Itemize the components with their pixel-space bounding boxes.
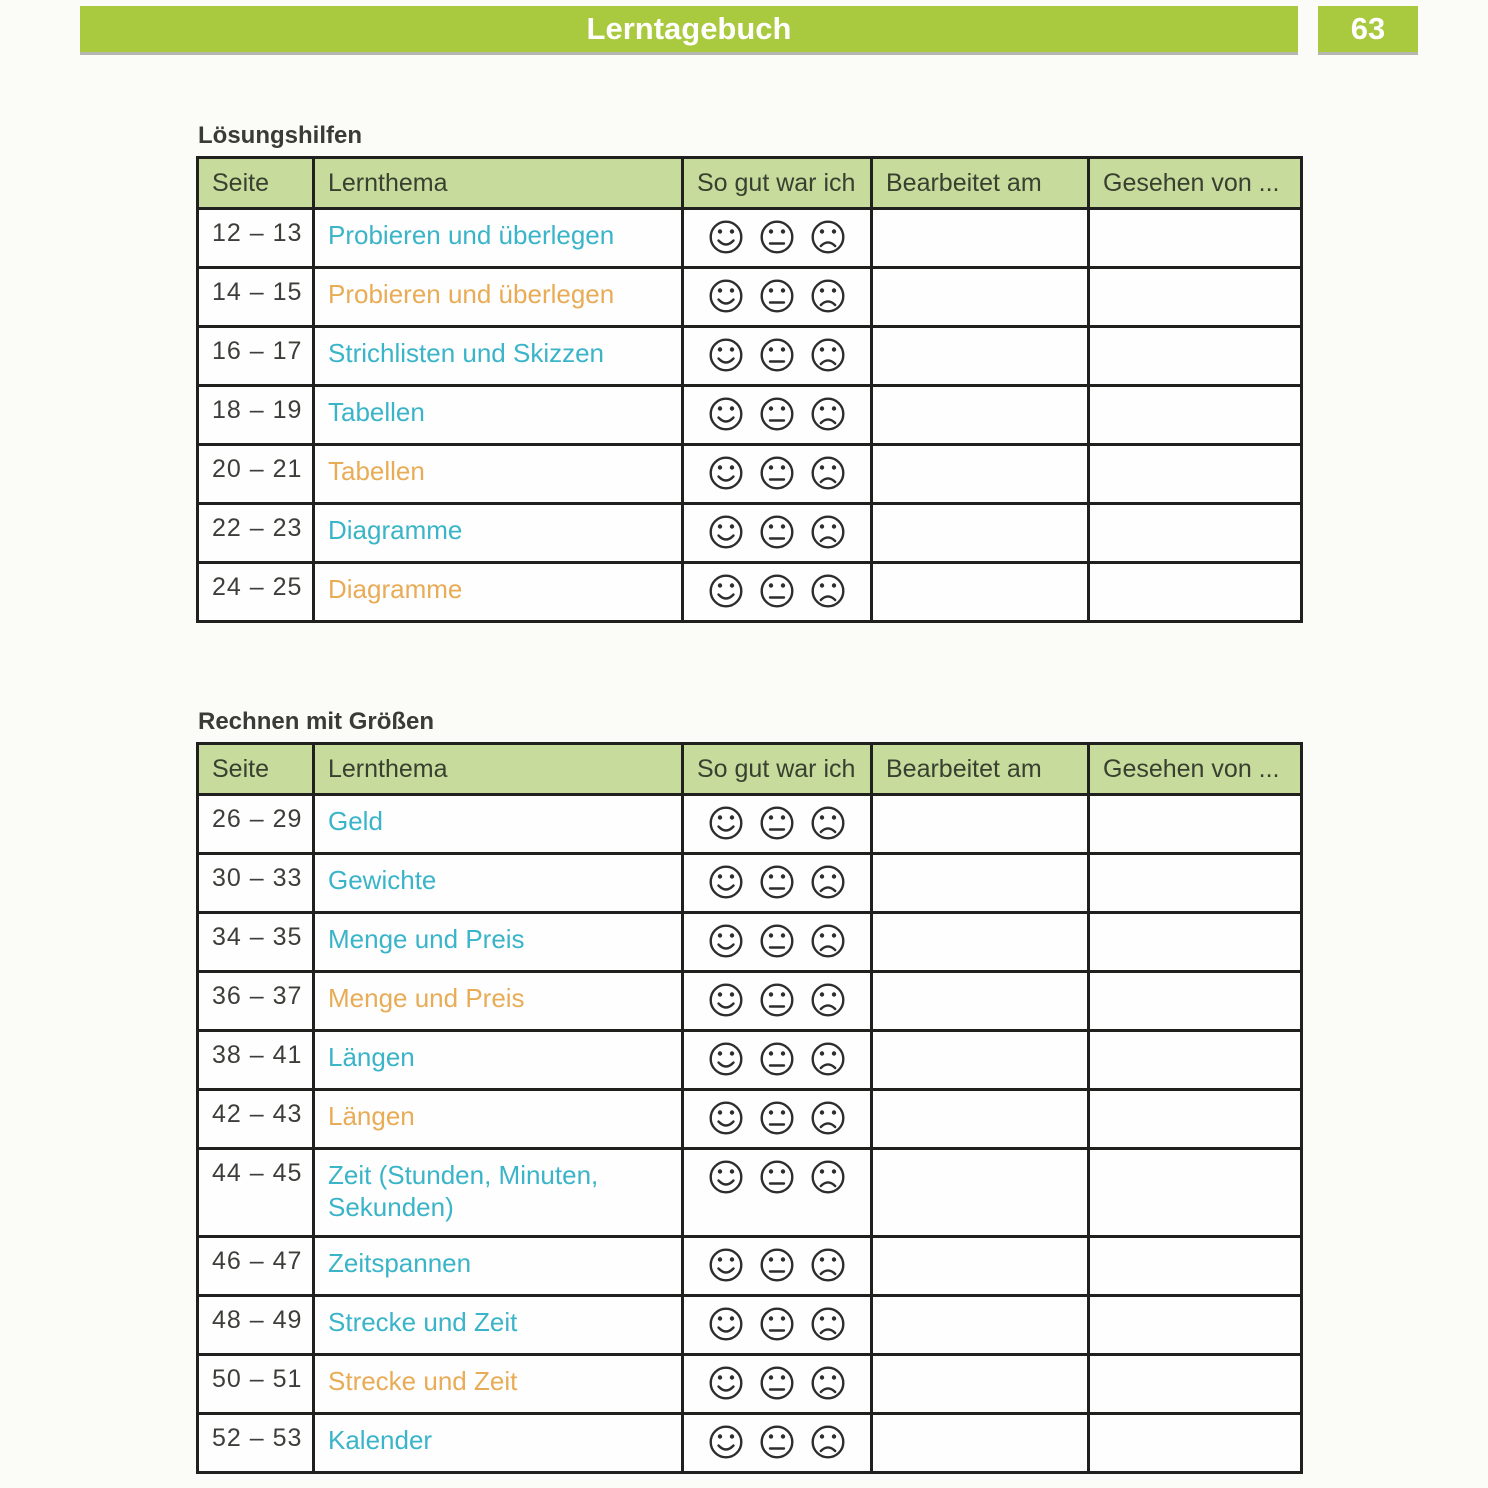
seite-cell: 18 – 19 bbox=[198, 386, 314, 445]
page-number: 63 bbox=[1350, 11, 1386, 46]
gesehen-von-cell[interactable] bbox=[1089, 913, 1302, 972]
seite-cell: 44 – 45 bbox=[198, 1149, 314, 1237]
smiley-row bbox=[684, 277, 870, 315]
bearbeitet-am-cell[interactable] bbox=[872, 504, 1089, 563]
bearbeitet-am-cell[interactable] bbox=[872, 1090, 1089, 1149]
lernthema-cell: Menge und Preis bbox=[314, 913, 683, 972]
gesehen-von-cell[interactable] bbox=[1089, 972, 1302, 1031]
sad-smiley-icon[interactable] bbox=[809, 336, 847, 374]
happy-smiley-icon[interactable] bbox=[707, 863, 745, 901]
table-row bbox=[198, 327, 1302, 386]
seite-cell: 26 – 29 bbox=[198, 795, 314, 854]
lernthema-cell: Diagramme bbox=[314, 504, 683, 563]
sad-smiley-icon[interactable] bbox=[809, 1246, 847, 1284]
seite-cell: 20 – 21 bbox=[198, 445, 314, 504]
lernthema-cell: Zeitspannen bbox=[314, 1237, 683, 1296]
neutral-smiley-icon[interactable] bbox=[758, 218, 796, 256]
seite-cell: 38 – 41 bbox=[198, 1031, 314, 1090]
table-row bbox=[198, 854, 1302, 913]
so-gut-war-ich-cell bbox=[683, 504, 872, 563]
column-header-seite: Seite bbox=[198, 158, 314, 209]
so-gut-war-ich-cell bbox=[683, 386, 872, 445]
gesehen-von-cell[interactable] bbox=[1089, 854, 1302, 913]
page-title: Lerntagebuch bbox=[586, 11, 792, 46]
gesehen-von-cell[interactable] bbox=[1089, 268, 1302, 327]
happy-smiley-icon[interactable] bbox=[707, 1423, 745, 1461]
bearbeitet-am-cell[interactable] bbox=[872, 209, 1089, 268]
lernthema-cell: Strichlisten und Skizzen bbox=[314, 327, 683, 386]
neutral-smiley-icon[interactable] bbox=[758, 395, 796, 433]
sad-smiley-icon[interactable] bbox=[809, 572, 847, 610]
happy-smiley-icon[interactable] bbox=[707, 1246, 745, 1284]
bearbeitet-am-cell[interactable] bbox=[872, 913, 1089, 972]
gesehen-von-cell[interactable] bbox=[1089, 1237, 1302, 1296]
lernthema-cell: Menge und Preis bbox=[314, 972, 683, 1031]
rechnen-mit-groessen-table bbox=[196, 742, 1303, 1474]
sad-smiley-icon[interactable] bbox=[809, 981, 847, 1019]
sad-smiley-icon[interactable] bbox=[809, 863, 847, 901]
happy-smiley-icon[interactable] bbox=[707, 1305, 745, 1343]
lernthema-cell: Längen bbox=[314, 1090, 683, 1149]
so-gut-war-ich-cell bbox=[683, 1414, 872, 1473]
so-gut-war-ich-cell bbox=[683, 445, 872, 504]
sad-smiley-icon[interactable] bbox=[809, 1305, 847, 1343]
neutral-smiley-icon[interactable] bbox=[758, 513, 796, 551]
smiley-row bbox=[684, 804, 870, 842]
smiley-row bbox=[684, 572, 870, 610]
table-row bbox=[198, 445, 1302, 504]
lernthema-cell: Zeit (Stunden, Minuten, Sekunden) bbox=[314, 1149, 683, 1237]
seite-cell: 16 – 17 bbox=[198, 327, 314, 386]
bearbeitet-am-cell[interactable] bbox=[872, 386, 1089, 445]
gesehen-von-cell[interactable] bbox=[1089, 1296, 1302, 1355]
column-header-so-gut-war-ich: So gut war ich bbox=[683, 158, 872, 209]
table-row bbox=[198, 1414, 1302, 1473]
so-gut-war-ich-cell bbox=[683, 209, 872, 268]
sad-smiley-icon[interactable] bbox=[809, 1364, 847, 1402]
sad-smiley-icon[interactable] bbox=[809, 1158, 847, 1196]
so-gut-war-ich-cell bbox=[683, 1296, 872, 1355]
table-row bbox=[198, 795, 1302, 854]
column-header-gesehen-von: Gesehen von ... bbox=[1089, 158, 1302, 209]
happy-smiley-icon[interactable] bbox=[707, 922, 745, 960]
gesehen-von-cell[interactable] bbox=[1089, 1090, 1302, 1149]
table-row bbox=[198, 1355, 1302, 1414]
seite-cell: 22 – 23 bbox=[198, 504, 314, 563]
neutral-smiley-icon[interactable] bbox=[758, 922, 796, 960]
lernthema-cell: Gewichte bbox=[314, 854, 683, 913]
smiley-row bbox=[684, 1364, 870, 1402]
sad-smiley-icon[interactable] bbox=[809, 277, 847, 315]
seite-cell: 42 – 43 bbox=[198, 1090, 314, 1149]
so-gut-war-ich-cell bbox=[683, 268, 872, 327]
neutral-smiley-icon[interactable] bbox=[758, 1246, 796, 1284]
table-row bbox=[198, 1296, 1302, 1355]
bearbeitet-am-cell[interactable] bbox=[872, 1355, 1089, 1414]
neutral-smiley-icon[interactable] bbox=[758, 1364, 796, 1402]
bearbeitet-am-cell[interactable] bbox=[872, 795, 1089, 854]
bearbeitet-am-cell[interactable] bbox=[872, 1237, 1089, 1296]
so-gut-war-ich-cell bbox=[683, 1237, 872, 1296]
so-gut-war-ich-cell bbox=[683, 327, 872, 386]
column-header-bearbeitet-am: Bearbeitet am bbox=[872, 744, 1089, 795]
column-header-lernthema: Lernthema bbox=[314, 158, 683, 209]
sad-smiley-icon[interactable] bbox=[809, 513, 847, 551]
so-gut-war-ich-cell bbox=[683, 1031, 872, 1090]
bearbeitet-am-cell[interactable] bbox=[872, 445, 1089, 504]
table-row bbox=[198, 209, 1302, 268]
sad-smiley-icon[interactable] bbox=[809, 454, 847, 492]
column-header-bearbeitet-am: Bearbeitet am bbox=[872, 158, 1089, 209]
lernthema-cell: Geld bbox=[314, 795, 683, 854]
gesehen-von-cell[interactable] bbox=[1089, 563, 1302, 622]
so-gut-war-ich-cell bbox=[683, 1355, 872, 1414]
lernthema-cell: Strecke und Zeit bbox=[314, 1296, 683, 1355]
happy-smiley-icon[interactable] bbox=[707, 572, 745, 610]
seite-cell: 36 – 37 bbox=[198, 972, 314, 1031]
table-row bbox=[198, 1237, 1302, 1296]
gesehen-von-cell[interactable] bbox=[1089, 1414, 1302, 1473]
gesehen-von-cell[interactable] bbox=[1089, 1355, 1302, 1414]
gesehen-von-cell[interactable] bbox=[1089, 1149, 1302, 1237]
section-heading-rechnen-mit-groessen: Rechnen mit Größen bbox=[198, 708, 435, 735]
seite-cell: 46 – 47 bbox=[198, 1237, 314, 1296]
neutral-smiley-icon[interactable] bbox=[758, 1099, 796, 1137]
table-row bbox=[198, 504, 1302, 563]
gesehen-von-cell[interactable] bbox=[1089, 209, 1302, 268]
lernthema-cell: Tabellen bbox=[314, 445, 683, 504]
smiley-row bbox=[684, 1423, 870, 1461]
bearbeitet-am-cell[interactable] bbox=[872, 268, 1089, 327]
lernthema-cell: Kalender bbox=[314, 1414, 683, 1473]
happy-smiley-icon[interactable] bbox=[707, 1158, 745, 1196]
neutral-smiley-icon[interactable] bbox=[758, 1423, 796, 1461]
sad-smiley-icon[interactable] bbox=[809, 1040, 847, 1078]
table-row bbox=[198, 972, 1302, 1031]
smiley-row bbox=[684, 218, 870, 256]
neutral-smiley-icon[interactable] bbox=[758, 804, 796, 842]
neutral-smiley-icon[interactable] bbox=[758, 454, 796, 492]
table-row bbox=[198, 386, 1302, 445]
happy-smiley-icon[interactable] bbox=[707, 277, 745, 315]
sad-smiley-icon[interactable] bbox=[809, 922, 847, 960]
so-gut-war-ich-cell bbox=[683, 972, 872, 1031]
so-gut-war-ich-cell bbox=[683, 563, 872, 622]
happy-smiley-icon[interactable] bbox=[707, 981, 745, 1019]
gesehen-von-cell[interactable] bbox=[1089, 1031, 1302, 1090]
lernthema-cell: Tabellen bbox=[314, 386, 683, 445]
seite-cell: 52 – 53 bbox=[198, 1414, 314, 1473]
neutral-smiley-icon[interactable] bbox=[758, 1040, 796, 1078]
table-row bbox=[198, 1090, 1302, 1149]
neutral-smiley-icon[interactable] bbox=[758, 1158, 796, 1196]
sad-smiley-icon[interactable] bbox=[809, 218, 847, 256]
lernthema-cell: Probieren und überlegen bbox=[314, 268, 683, 327]
gesehen-von-cell[interactable] bbox=[1089, 327, 1302, 386]
smiley-row bbox=[684, 863, 870, 901]
so-gut-war-ich-cell bbox=[683, 913, 872, 972]
column-header-gesehen-von: Gesehen von ... bbox=[1089, 744, 1302, 795]
bearbeitet-am-cell[interactable] bbox=[872, 854, 1089, 913]
smiley-row bbox=[684, 513, 870, 551]
sad-smiley-icon[interactable] bbox=[809, 395, 847, 433]
seite-cell: 50 – 51 bbox=[198, 1355, 314, 1414]
so-gut-war-ich-cell bbox=[683, 854, 872, 913]
smiley-row bbox=[684, 395, 870, 433]
bearbeitet-am-cell[interactable] bbox=[872, 1149, 1089, 1237]
table-row bbox=[198, 913, 1302, 972]
gesehen-von-cell[interactable] bbox=[1089, 795, 1302, 854]
page-number-badge bbox=[1318, 6, 1418, 52]
seite-cell: 34 – 35 bbox=[198, 913, 314, 972]
lernthema-cell: Probieren und überlegen bbox=[314, 209, 683, 268]
so-gut-war-ich-cell bbox=[683, 795, 872, 854]
seite-cell: 48 – 49 bbox=[198, 1296, 314, 1355]
smiley-row bbox=[684, 1099, 870, 1137]
smiley-row bbox=[684, 1040, 870, 1078]
so-gut-war-ich-cell bbox=[683, 1149, 872, 1237]
table-header-row bbox=[198, 158, 1302, 209]
gesehen-von-cell[interactable] bbox=[1089, 386, 1302, 445]
table-row bbox=[198, 1149, 1302, 1237]
happy-smiley-icon[interactable] bbox=[707, 395, 745, 433]
lernthema-cell: Längen bbox=[314, 1031, 683, 1090]
neutral-smiley-icon[interactable] bbox=[758, 981, 796, 1019]
sad-smiley-icon[interactable] bbox=[809, 1099, 847, 1137]
table-row bbox=[198, 268, 1302, 327]
happy-smiley-icon[interactable] bbox=[707, 454, 745, 492]
smiley-row bbox=[684, 454, 870, 492]
neutral-smiley-icon[interactable] bbox=[758, 1305, 796, 1343]
loesungshilfen-table bbox=[196, 156, 1303, 623]
sad-smiley-icon[interactable] bbox=[809, 804, 847, 842]
happy-smiley-icon[interactable] bbox=[707, 218, 745, 256]
gesehen-von-cell[interactable] bbox=[1089, 504, 1302, 563]
neutral-smiley-icon[interactable] bbox=[758, 336, 796, 374]
smiley-row bbox=[684, 922, 870, 960]
gesehen-von-cell[interactable] bbox=[1089, 445, 1302, 504]
happy-smiley-icon[interactable] bbox=[707, 1040, 745, 1078]
happy-smiley-icon[interactable] bbox=[707, 336, 745, 374]
seite-cell: 14 – 15 bbox=[198, 268, 314, 327]
neutral-smiley-icon[interactable] bbox=[758, 863, 796, 901]
column-header-lernthema: Lernthema bbox=[314, 744, 683, 795]
smiley-row bbox=[684, 981, 870, 1019]
section-heading-loesungshilfen: Lösungshilfen bbox=[198, 122, 362, 149]
seite-cell: 30 – 33 bbox=[198, 854, 314, 913]
bearbeitet-am-cell[interactable] bbox=[872, 563, 1089, 622]
happy-smiley-icon[interactable] bbox=[707, 804, 745, 842]
smiley-row bbox=[684, 1158, 870, 1196]
smiley-row bbox=[684, 1246, 870, 1284]
neutral-smiley-icon[interactable] bbox=[758, 277, 796, 315]
smiley-row bbox=[684, 336, 870, 374]
bearbeitet-am-cell[interactable] bbox=[872, 1031, 1089, 1090]
happy-smiley-icon[interactable] bbox=[707, 513, 745, 551]
page-title-bar bbox=[80, 6, 1298, 52]
bearbeitet-am-cell[interactable] bbox=[872, 1296, 1089, 1355]
bearbeitet-am-cell[interactable] bbox=[872, 1414, 1089, 1473]
table-row bbox=[198, 563, 1302, 622]
happy-smiley-icon[interactable] bbox=[707, 1364, 745, 1402]
table-row bbox=[198, 1031, 1302, 1090]
smiley-row bbox=[684, 1305, 870, 1343]
so-gut-war-ich-cell bbox=[683, 1090, 872, 1149]
column-header-seite: Seite bbox=[198, 744, 314, 795]
lernthema-cell: Diagramme bbox=[314, 563, 683, 622]
column-header-so-gut-war-ich: So gut war ich bbox=[683, 744, 872, 795]
seite-cell: 12 – 13 bbox=[198, 209, 314, 268]
sad-smiley-icon[interactable] bbox=[809, 1423, 847, 1461]
table-header-row bbox=[198, 744, 1302, 795]
seite-cell: 24 – 25 bbox=[198, 563, 314, 622]
neutral-smiley-icon[interactable] bbox=[758, 572, 796, 610]
bearbeitet-am-cell[interactable] bbox=[872, 972, 1089, 1031]
bearbeitet-am-cell[interactable] bbox=[872, 327, 1089, 386]
happy-smiley-icon[interactable] bbox=[707, 1099, 745, 1137]
lernthema-cell: Strecke und Zeit bbox=[314, 1355, 683, 1414]
